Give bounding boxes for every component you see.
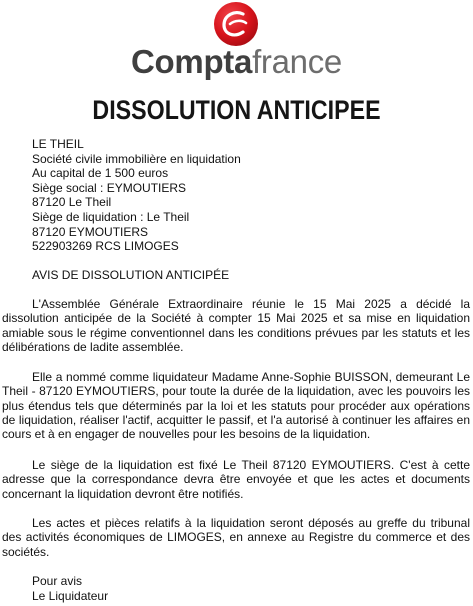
comptafrance-emblem-icon bbox=[213, 1, 259, 47]
registered-office-address: 87120 Le Theil bbox=[32, 195, 112, 210]
rcs-number: 522903269 RCS LIMOGES bbox=[32, 239, 179, 254]
paragraph-liquidator: Elle a nommé comme liquidateur Madame Anne-Sophie BUISSON, demeurant Le Theil - 87120 EYMOUTIERS, pour toute la durée de la liquidation, avec les pouvoirs les plus étendus tels que déterminés par la loi et les statuts pour procéder aux opérations de liquidation, réaliser l'actif, acquitter le passif, et l'a autorisé à continuer les affaires en cours et à en engager de nouvelles pour les besoins de la liquidation. bbox=[2, 370, 470, 442]
company-capital: Au capital de 1 500 euros bbox=[32, 166, 169, 181]
notice-subtitle: AVIS DE DISSOLUTION ANTICIPÉE bbox=[32, 268, 230, 282]
signature-block bbox=[32, 574, 108, 603]
signature-line-2: Le Liquidateur bbox=[32, 588, 109, 603]
document-title: DISSOLUTION ANTICIPEE bbox=[92, 95, 381, 125]
comptafrance-logo bbox=[0, 0, 473, 86]
paragraph-decision: L'Assemblée Générale Extraordinaire réunie le 15 Mai 2025 a décidé la dissolution anticipée de la Société à compter 15 Mai 2025 et sa mise en liquidation amiable sous le régime conventionnel dans les conditions prévues par les statuts et les délibérations de ladite assemblée. bbox=[2, 297, 470, 354]
company-header bbox=[32, 137, 241, 254]
liquidation-office-address: 87120 EYMOUTIERS bbox=[32, 224, 149, 239]
brand-bold-text: Compta bbox=[131, 43, 253, 80]
company-form: Société civile immobilière en liquidation bbox=[32, 151, 241, 166]
paragraph-filing: Les actes et pièces relatifs à la liquidation seront déposés au greffe du tribunal des activités économiques de LIMOGES, en annexe au Registre du commerce et des sociétés. bbox=[2, 516, 470, 559]
liquidation-office: Siège de liquidation : Le Theil bbox=[32, 209, 190, 224]
registered-office: Siège social : EYMOUTIERS bbox=[32, 180, 187, 195]
brand-wordmark bbox=[0, 42, 473, 82]
brand-light-text: france bbox=[252, 43, 342, 80]
signature-line-1: Pour avis bbox=[32, 574, 83, 588]
company-name: LE THEIL bbox=[32, 137, 84, 151]
paragraph-seat: Le siège de la liquidation est fixé Le Theil 87120 EYMOUTIERS. C'est à cette adresse que la correspondance devra être envoyée et que les actes et documents concernant la liquidation devront être notifiés. bbox=[2, 458, 470, 501]
